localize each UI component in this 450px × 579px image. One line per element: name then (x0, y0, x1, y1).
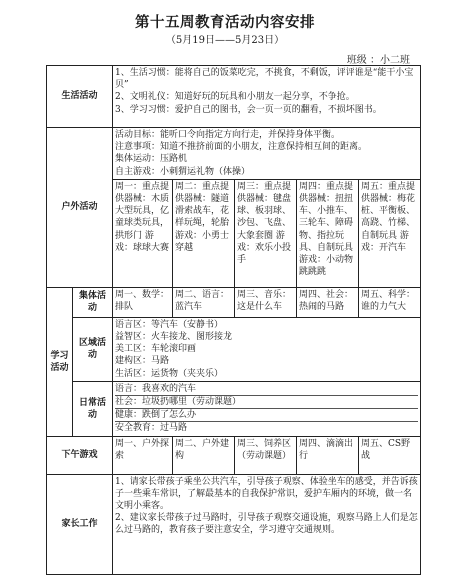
row-group (47, 287, 421, 317)
class-label: 班级 ：小二班 (346, 55, 410, 66)
schedule-table (46, 65, 421, 575)
parent-content (113, 474, 421, 574)
zone-line: 生活区：运货物（夹夹乐） (115, 368, 224, 379)
label-parent: 家长工作 (47, 474, 113, 574)
outdoor-intro (113, 128, 421, 180)
afternoon-mon: 周一、户外探索 (113, 436, 173, 474)
outdoor-intro-line: 注意事项：知道不推挤前面的小朋友，注意保持相互间的距离。 (115, 142, 368, 153)
row-life (47, 66, 421, 128)
parent-line: 1、请家长带孩子乘坐公共汽车，引导孩子观察、体验坐车的感受，并告诉孩子一些乘车常识，了解最基本的自我保护常识，爱护车厢内的环境，做一名文明小乘客。 (115, 476, 418, 512)
row-outdoor-intro (47, 128, 421, 180)
row-zone (47, 317, 421, 381)
outdoor-intro-line: 集体运动：压路机 (115, 154, 188, 165)
row-daily (47, 381, 421, 436)
group-wed: 周三、音乐：这是什么车 (235, 287, 297, 317)
group-tue: 周二、语言：蓝汽车 (173, 287, 235, 317)
life-line: 1、生活习惯：能将自己的饭菜吃完，不挑食，不剩饭，评评谁是“能干小宝贝” (115, 68, 414, 91)
life-line: 3、学习习惯：爱护自己的图书，会一页一页的翻看，不损坏图书。 (115, 104, 382, 115)
group-thu: 周四、社会：热闹的马路 (297, 287, 359, 317)
outdoor-fri: 周五：重点提供器械：梅花桩、平衡板、高跷、竹梯、自制玩具 游戏：开汽车 (359, 179, 421, 287)
afternoon-tue: 周二、户外建构 (173, 436, 235, 474)
group-mon: 周一、数学：排队 (113, 287, 173, 317)
row-afternoon (47, 436, 421, 474)
life-content (113, 66, 421, 128)
daily-line: 健康：跌倒了怎么办 (115, 409, 418, 422)
zone-line: 美工区：车轮滚印画 (115, 344, 197, 355)
zone-line: 益智区：火车接龙、图形接龙 (115, 332, 233, 343)
label-afternoon: 下午游戏 (47, 436, 113, 474)
daily-content (113, 381, 421, 436)
date-range: （5月19日——5月23日） (165, 35, 285, 46)
daily-line: 社会：垃圾扔哪里（劳动课题） (115, 396, 418, 409)
zone-content (113, 317, 421, 381)
parent-line: 2、建议家长带孩子过马路时，引导孩子观察交通设施，观察马路上人们是怎么过马路的，教育孩子要注意安全，学习遵守交通规则。 (115, 513, 418, 536)
afternoon-thu: 周四、滴滴出行 (297, 436, 359, 474)
page-title: 第十五周教育活动内容安排 (135, 14, 315, 31)
daily-line: 语言：我喜欢的汽车 (115, 383, 418, 396)
zone-line: 建构区：马路 (115, 356, 170, 367)
group-fri: 周五、科学：谁的力气大 (359, 287, 421, 317)
afternoon-fri: 周五、CS野战 (359, 436, 421, 474)
outdoor-tue: 周二：重点提供器械：隧道滑索战车，花样玩绳，轮胎游戏：小勇士穿越 (173, 179, 235, 287)
life-line: 2、文明礼仪：知道好玩的玩具和小朋友一起分享，不争抢。 (115, 92, 355, 103)
outdoor-intro-line: 自主游戏：小刺猬运礼物（体操） (115, 166, 251, 177)
afternoon-wed: 周三、饲养区（劳动课题） (235, 436, 297, 474)
outdoor-thu: 周四：重点提供器械：扭扭车、小推车、三轮车、障碍物、指拉玩具、自制玩具游戏：小动物跳跳跳 (297, 179, 359, 287)
label-learning: 学习活动 (47, 287, 73, 436)
outdoor-intro-line: 活动目标：能听口令向指定方向行走，并保持身体平衡。 (115, 130, 341, 140)
label-zone: 区域活动 (73, 317, 113, 381)
zone-line: 语言区：等汽车（安静书） (115, 319, 224, 330)
outdoor-wed: 周三：重点提供器械：毽盘球、板羽球、沙包、飞盘、大象套圈 游戏：欢乐小投手 (235, 179, 297, 287)
label-life: 生活活动 (47, 66, 113, 128)
daily-line: 安全教育：过马路 (115, 423, 188, 434)
label-group: 集体活动 (73, 287, 113, 317)
outdoor-mon: 周一：重点提供器械：木质大型玩具，亿童球类玩具，拱形门 游戏：球球大赛 (113, 179, 173, 287)
label-outdoor: 户外活动 (47, 128, 113, 288)
label-daily: 日常活动 (73, 381, 113, 436)
row-parent (47, 474, 421, 574)
